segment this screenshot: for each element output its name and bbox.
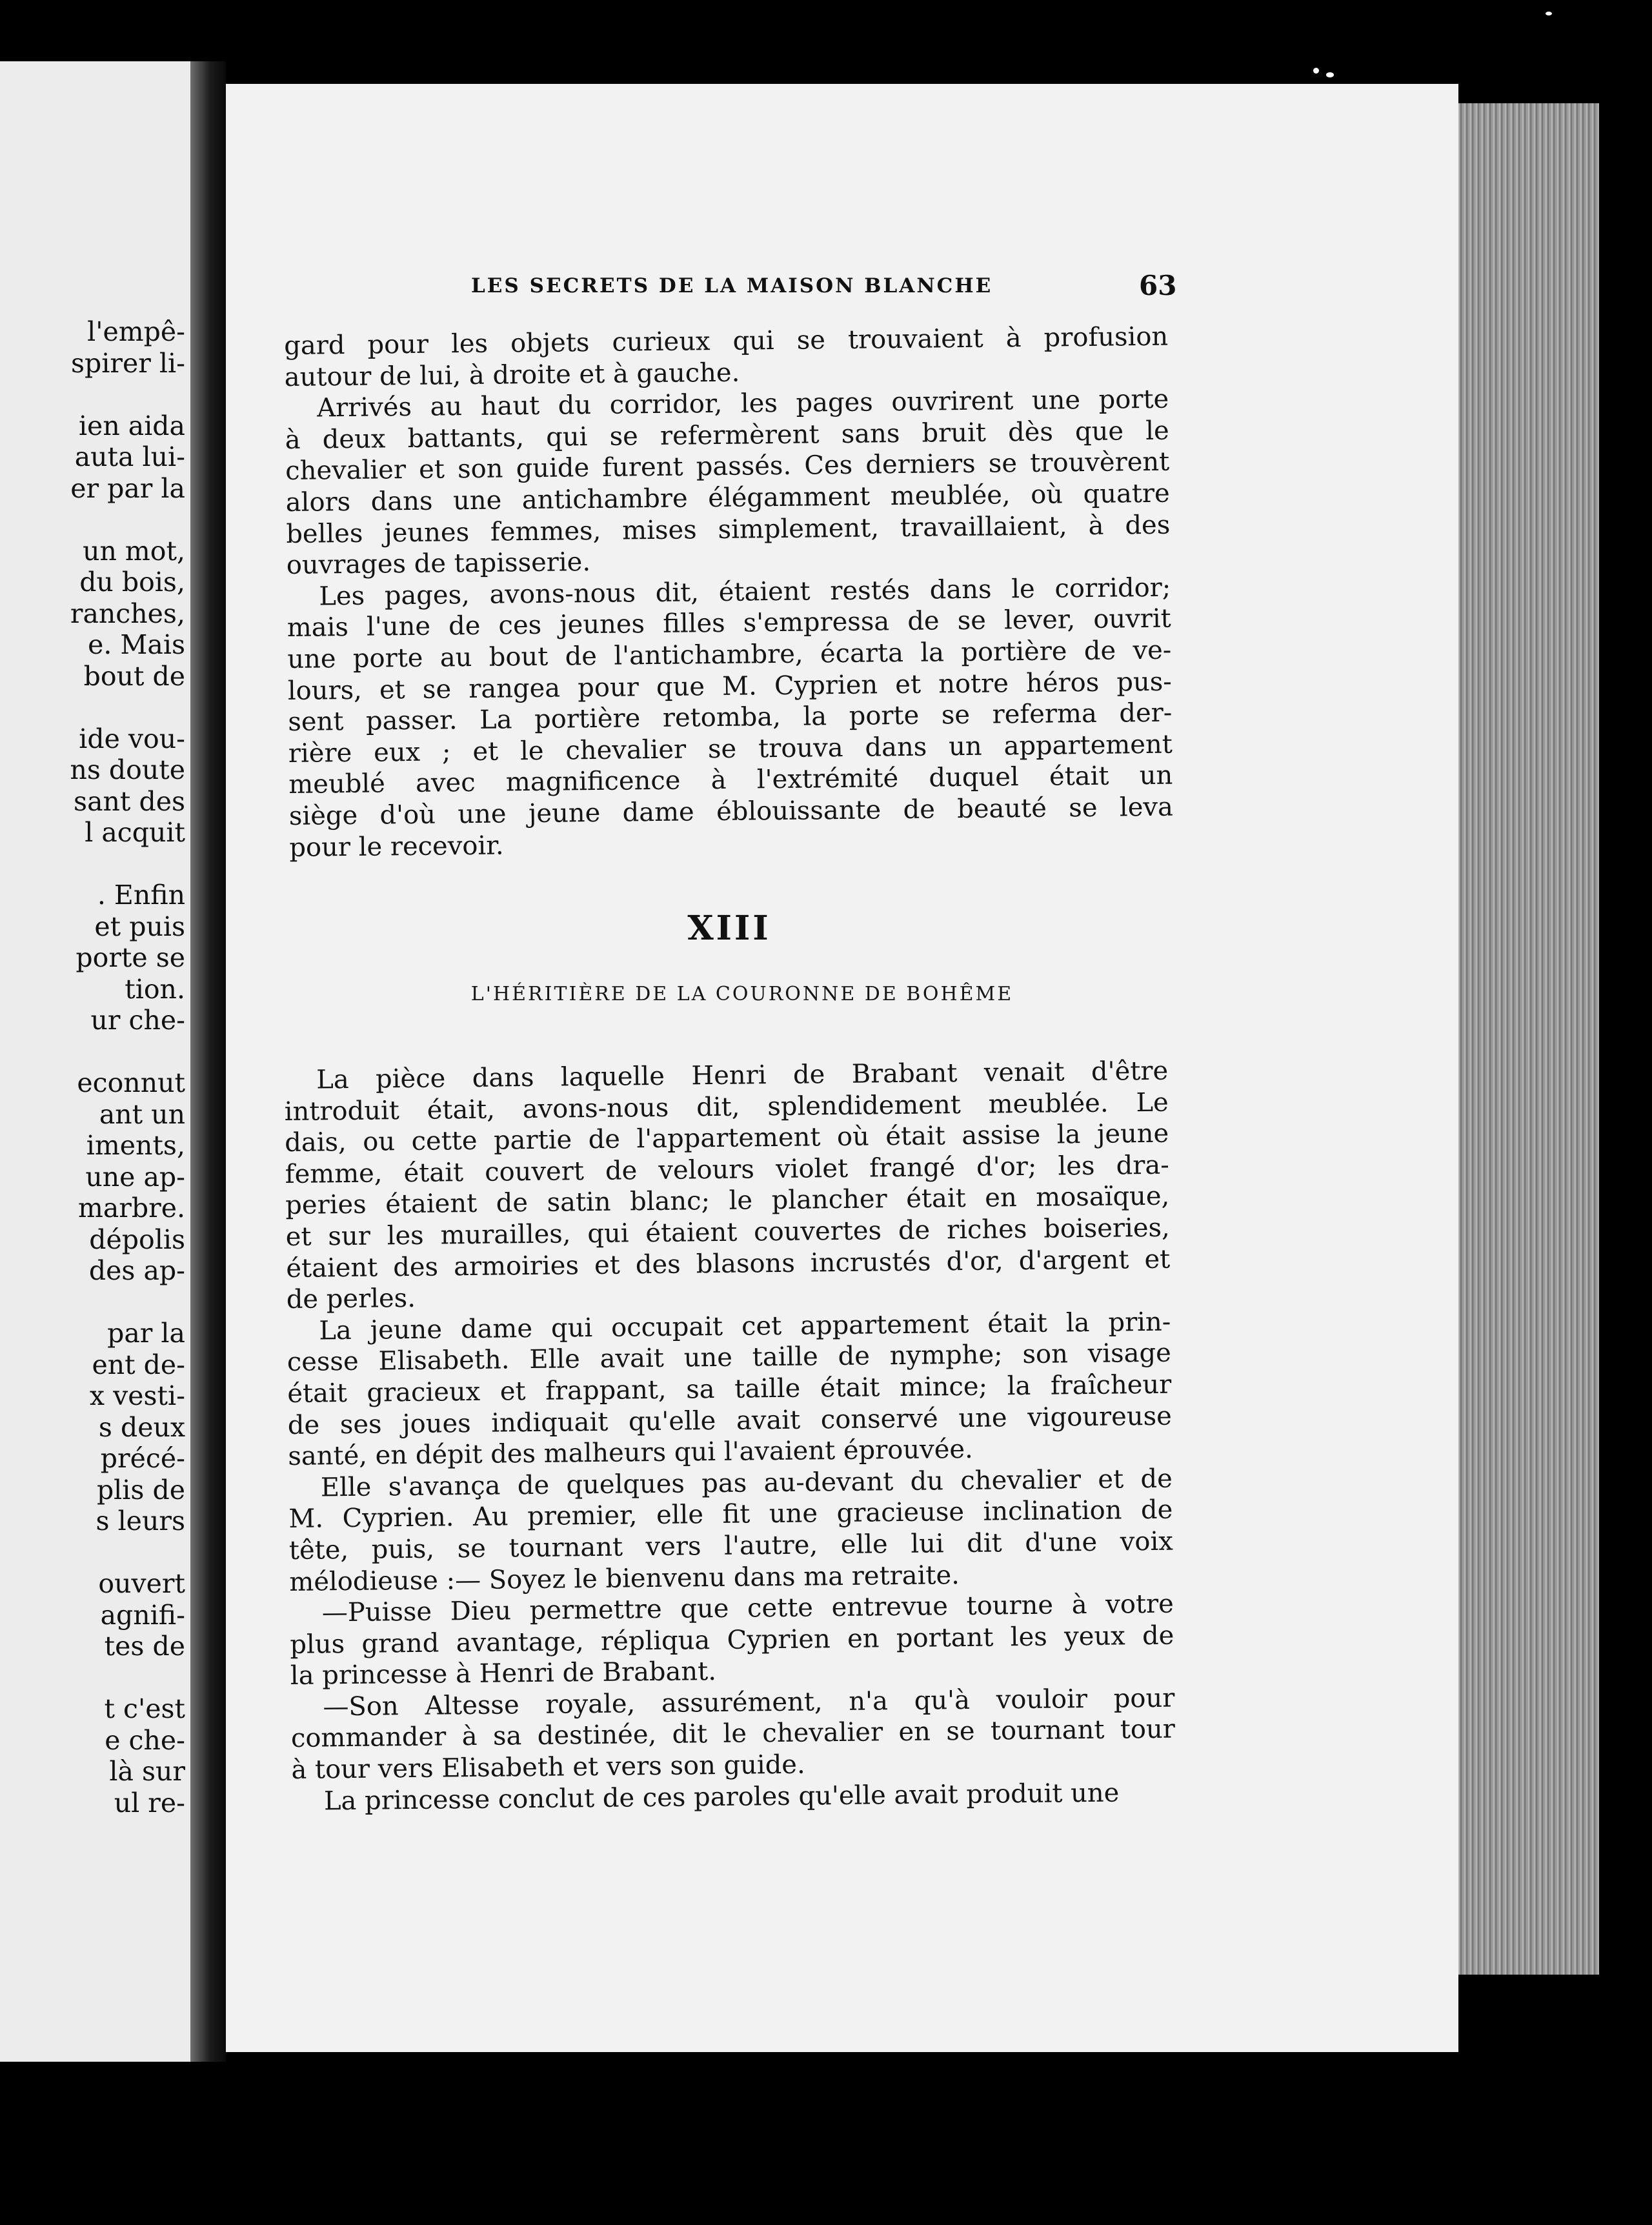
left-page-line: auta lui- [74,441,185,472]
left-page-line: l acquit [85,817,185,848]
dust-speck [1546,12,1552,15]
text-line: et sur les murailles, qui étaient couvertes de riches boiseries, [285,1213,1170,1252]
left-page-gap [0,1287,185,1318]
left-page-line: ul re- [114,1787,185,1818]
left-page-line: dépolis [89,1223,185,1255]
text-line: Arrivés au haut du corridor, les pages ouvrirent une porte [317,384,1169,423]
left-page-line: er par la [70,472,185,504]
left-page-line: sant des [74,785,185,817]
text-line: peries étaient de satin blanc; le plancher était en mosaïque, [285,1182,1170,1221]
text-line: pour le recevoir. [289,830,504,863]
left-page-line: et puis [94,911,185,942]
text-line: rière eux ; et le chevalier se trouva dans un appartement [288,729,1173,769]
left-page-line: par la [107,1318,185,1349]
left-page-line: ouvert [98,1568,185,1599]
left-page-line: porte se [76,942,185,973]
text-line: ouvrages de tapisserie. [286,547,591,581]
text-line: gard pour les objets curieux qui se trouvaient à profusion [284,321,1169,361]
left-page-line: une ap- [85,1161,185,1193]
chapter-title: L'HÉRITIÈRE DE LA COURONNE DE BOHÊME [470,983,1014,1005]
left-page-line: . Enfin [97,880,185,911]
left-page-line: ns doute [70,754,185,785]
left-page-line: là sur [109,1756,185,1787]
left-page-line: econnut [77,1067,185,1098]
text-line: Elle s'avança de quelques pas au-devant du chevalier et de [320,1464,1173,1503]
text-line: autour de lui, à droite et à gauche. [284,357,740,392]
body-text-after-chapter [284,1056,1176,1818]
text-line: commander à sa destinée, dit le chevalier en se tournant tour [290,1715,1176,1754]
left-page-line: e. Mais [88,629,185,660]
left-page-line: e che- [105,1724,185,1756]
page-number: 63 [1139,270,1177,301]
text-line: santé, en dépit des malheurs qui l'avaient éprouvée. [288,1434,973,1472]
text-line: siège d'où une jeune dame éblouissante de beauté se leva [288,792,1174,831]
left-page-gap [0,1537,185,1569]
text-line: mais l'une de ces jeunes filles s'empressa de se lever, ouvrit [287,603,1171,643]
text-line: chevalier et son guide furent passés. Ces derniers se trouvèrent [285,447,1170,487]
left-page-line: iments, [86,1130,185,1161]
text-line: à tour vers Elisabeth et vers son guide. [291,1749,805,1786]
text-line: la princesse à Henri de Brabant. [290,1656,717,1691]
left-page-line: précé- [100,1443,185,1474]
left-page-text-fragments [0,316,185,1818]
text-line: de perles. [286,1284,416,1315]
left-page-line: s leurs [96,1505,185,1536]
left-page-line: ien aida [78,410,185,441]
left-page-line: des ap- [88,1255,185,1286]
left-page-line: ide vou- [79,723,185,754]
text-line: lours, et se rangea pour que M. Cyprien et notre héros pus- [287,667,1173,706]
dust-speck [1313,68,1319,74]
page-edges [1455,103,1599,1975]
left-page-line: marbre. [77,1193,185,1223]
text-line: une porte au bout de l'antichambre, écarta la portière de ve- [287,635,1172,674]
text-line: tête, puis, se tournant vers l'autre, elle lui dit d'une voix [288,1526,1174,1566]
text-line: sent passer. La portière retomba, la porte se referma der- [288,698,1173,738]
text-line: Les pages, avons-nous dit, étaient restés dans le corridor; [319,572,1171,612]
text-line: alors dans une antichambre élégamment meublée, où quatre [285,478,1170,518]
text-line: introduit était, avons-nous dit, splendidement meublée. Le [284,1087,1169,1127]
text-line: plus grand avantage, répliqua Cyprien en portant les yeux de [290,1620,1174,1660]
dust-speck [1326,72,1334,77]
left-page-gap [0,1036,185,1068]
left-page-line: ranches, [70,598,185,629]
left-page-line: tes de [104,1631,185,1662]
text-line: belles jeunes femmes, mises simplement, travaillaient, à des [286,510,1171,549]
left-page-gap [0,692,185,723]
text-line: —Son Altesse royale, assurément, n'a qu'à vouloir pour [323,1683,1175,1722]
left-page-line: ent de- [92,1349,185,1380]
text-line: —Puisse Dieu permettre que cette entrevue tourne à votre [321,1589,1174,1628]
text-line: mélodieuse :— Soyez le bienvenu dans ma retraite. [289,1560,960,1597]
text-line: était gracieux et frappant, sa taille était mince; la fraîcheur [287,1369,1172,1409]
body-text-before-chapter [284,321,1174,863]
text-line: La princesse conclut de ces paroles qu'elle avait produit une [323,1778,1120,1817]
left-page-gap [0,849,185,880]
left-page-line: ant un [99,1098,185,1130]
chapter-number: XIII [687,909,771,948]
left-page-line: s deux [98,1411,185,1443]
left-page-line: agnifi- [100,1599,185,1631]
left-page-line: t c'est [104,1693,185,1724]
text-line: cesse Elisabeth. Elle avait une taille de nymphe; son visage [287,1338,1171,1378]
left-page [0,61,190,2062]
left-page-line: plis de [96,1474,185,1505]
left-page-line: du bois, [79,567,185,598]
left-page-gap [0,504,185,536]
text-line: femme, était couvert de velours violet frangé d'or; les dra- [285,1150,1169,1189]
text-line: meublé avec magnificence à l'extrémité duquel était un [288,760,1173,800]
text-line: de ses joues indiquait qu'elle avait conservé une vigoureuse [287,1401,1173,1440]
left-page-line: un mot, [83,535,185,567]
left-page-line: tion. [125,973,185,1005]
text-line: M. Cyprien. Au premier, elle fit une gracieuse inclination de [288,1495,1173,1535]
left-page-line: spirer li- [71,347,185,379]
left-page-line: ur che- [90,1005,185,1036]
left-page-line: x vesti- [89,1380,185,1411]
left-page-line: l'empê- [87,316,185,347]
text-line: dais, ou cette partie de l'appartement où était assise la jeune [285,1118,1169,1158]
left-page-gap [0,1662,185,1694]
text-line: La jeune dame qui occupait cet appartement était la prin- [319,1307,1171,1346]
running-head: LES SECRETS DE LA MAISON BLANCHE [471,274,993,297]
text-line: à deux battants, qui se refermèrent sans bruit dès que le [285,416,1169,455]
left-page-line: bout de [83,660,185,692]
book-gutter [190,61,226,2062]
left-page-gap [0,379,185,410]
text-line: La pièce dans laquelle Henri de Brabant venait d'être [316,1056,1169,1095]
text-line: étaient des armoiries et des blasons incrustés d'or, d'argent et [286,1244,1171,1284]
